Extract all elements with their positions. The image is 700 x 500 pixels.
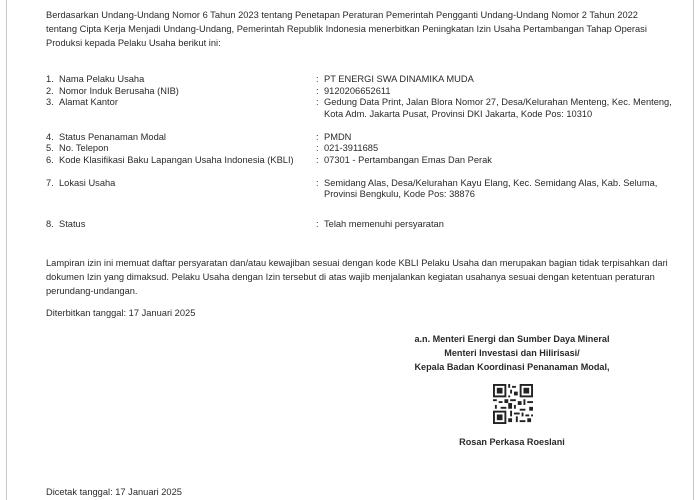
- row-value: 9120206652611: [324, 85, 391, 96]
- row-label: Status: [59, 218, 86, 229]
- detail-row: 4. Status Penanaman Modal : PMDN: [46, 132, 676, 144]
- detail-row: 6. Kode Klasifikasi Baku Lapangan Usaha Indonesia (KBLI) : 07301 - Pertambangan Emas Dan Perak: [46, 155, 676, 178]
- signatory-line: Menteri Investasi dan Hilirisasi/: [444, 347, 580, 358]
- row-number: 4.: [46, 131, 54, 142]
- row-number: 3.: [46, 97, 54, 107]
- row-number: 7.: [46, 177, 54, 188]
- row-value: Semidang Alas, Desa/Kelurahan Kayu Elang, Kec. Semidang Alas, Kab. Seluma, Provinsi Bengkulu, Kode Pos: 38876: [324, 177, 658, 199]
- row-value: Telah memenuhi persyaratan: [324, 218, 444, 229]
- signatory-line: Kepala Badan Koordinasi Penanaman Modal,: [414, 361, 610, 372]
- business-details-list: [46, 74, 676, 230]
- print-date: Dicetak tanggal: 17 Januari 2025: [46, 487, 182, 497]
- row-label: Alamat Kantor: [59, 97, 118, 107]
- detail-row: 7. Lokasi Usaha : Semidang Alas, Desa/Kelurahan Kayu Elang, Kec. Semidang Alas, Kab. Seluma, Provinsi Bengkulu, Kode Pos: 38876: [46, 178, 676, 219]
- signatory-name: Rosan Perkasa Roeslani: [459, 437, 565, 447]
- row-number: 1.: [46, 74, 54, 84]
- row-value: 07301 - Pertambangan Emas Dan Perak: [324, 154, 492, 165]
- document-page: [6, 0, 694, 500]
- detail-row: 5. No. Telepon : 021-3911685: [46, 143, 676, 155]
- row-label: Nama Pelaku Usaha: [59, 74, 145, 84]
- signatory-line: a.n. Menteri Energi dan Sumber Daya Mineral: [414, 334, 610, 344]
- row-label: No. Telepon: [59, 143, 109, 153]
- row-value: 021-3911685: [324, 143, 379, 153]
- detail-row: 3. Alamat Kantor : Gedung Data Print, Jalan Blora Nomor 27, Desa/Kelurahan Menteng, Kec. Menteng, Kota Adm. Jakarta Pusat, Provinsi DKI Jakarta, Kode Pos: 10310: [46, 97, 676, 132]
- row-number: 5.: [46, 143, 54, 153]
- intro-paragraph: Berdasarkan Undang-Undang Nomor 6 Tahun 2023 tentang Penetapan Peraturan Pemerintah Pengganti Undang-Undang Nomor 2 Tahun 2022 tentang Cipta Kerja Menjadi Undang-Undang, Pemerintah Republik Indonesia menerbitkan Peningkatan Izin Usaha Pertambangan Tahap Operasi Produksi kepada Pelaku Usaha berikut ini:: [46, 10, 647, 49]
- detail-row: 1. Nama Pelaku Usaha : PT ENERGI SWA DINAMIKA MUDA: [46, 74, 676, 86]
- signatory-title: [377, 333, 647, 374]
- row-number: 8.: [46, 218, 54, 229]
- qr-code-icon: [493, 384, 533, 424]
- row-label: Kode Klasifikasi Baku Lapangan Usaha Indonesia (KBLI): [59, 154, 294, 165]
- row-label: Nomor Induk Berusaha (NIB): [59, 85, 179, 96]
- row-number: 6.: [46, 154, 54, 165]
- row-label: Lokasi Usaha: [59, 177, 116, 188]
- issue-date: Diterbitkan tanggal: 17 Januari 2025: [46, 308, 196, 318]
- row-label: Status Penanaman Modal: [59, 131, 166, 142]
- row-value: PMDN: [324, 131, 352, 142]
- detail-row: 8. Status : Telah memenuhi persyaratan: [46, 219, 676, 231]
- detail-row: 2. Nomor Induk Berusaha (NIB) : 9120206652611: [46, 86, 676, 98]
- row-number: 2.: [46, 85, 54, 96]
- row-value: Gedung Data Print, Jalan Blora Nomor 27, Desa/Kelurahan Menteng, Kec. Menteng, Kota Adm. Jakarta Pusat, Provinsi DKI Jakarta, Kode Pos: 10310: [324, 97, 672, 119]
- closing-paragraph: Lampiran izin ini memuat daftar persyaratan dan/atau kewajiban sesuai dengan kode KBLI Pelaku Usaha dan merupakan bagian tidak terpisahkan dari dokumen Izin yang dimaksud. Pelaku Usaha dengan Izin tersebut di atas wajib menjalankan kegiatan usahanya sesuai dengan ketentuan peraturan perundang-undangan.: [46, 258, 668, 297]
- row-value: PT ENERGI SWA DINAMIKA MUDA: [324, 74, 474, 84]
